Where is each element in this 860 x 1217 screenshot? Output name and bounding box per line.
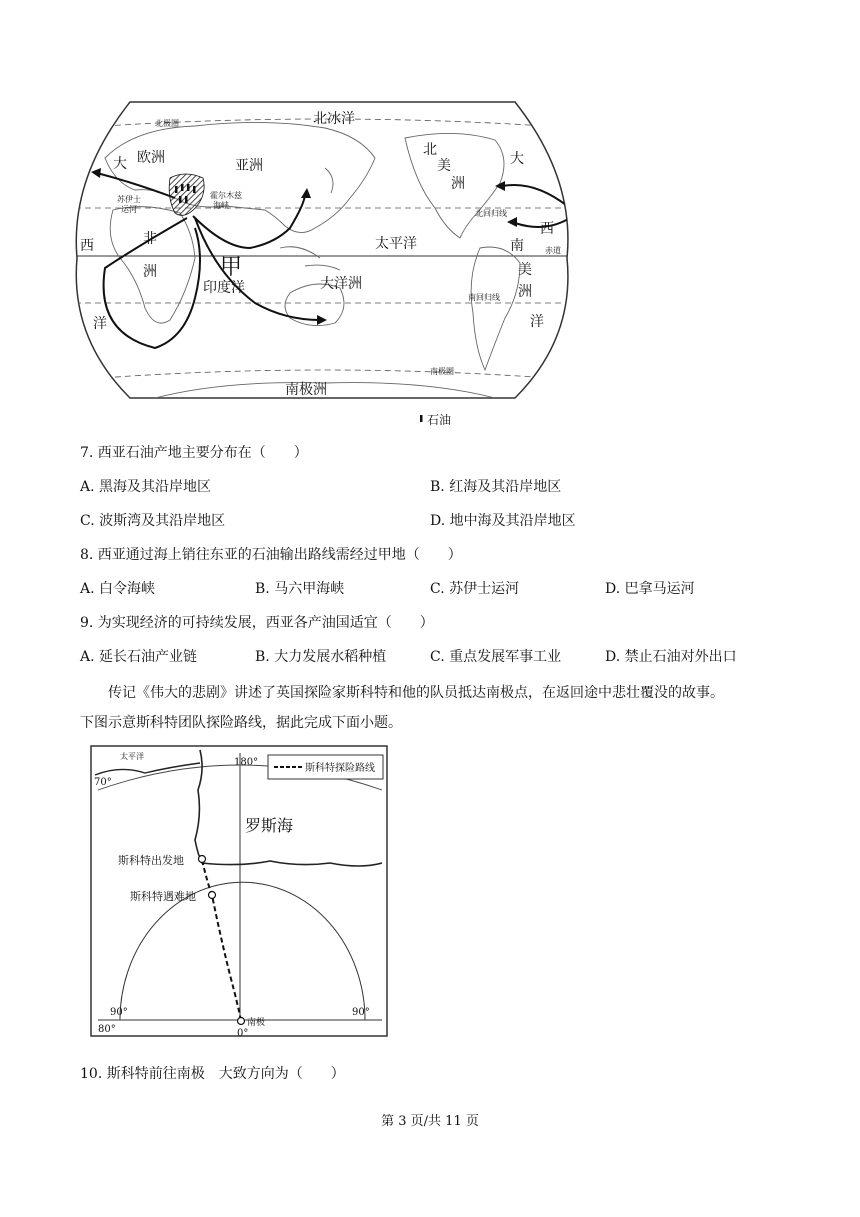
label-lon-80: 80° <box>98 1024 116 1035</box>
legend-oil-label: 石油 <box>427 413 452 427</box>
question-9-stem: 9. 为实现经济的可持续发展，西亚各产油国适宜（ ） <box>80 615 434 631</box>
label-tropic-cancer: 北回归线 <box>475 209 507 218</box>
label-north-america-2: 美 <box>437 158 451 174</box>
label-north-america-1: 北 <box>423 142 437 158</box>
scott-expedition-map <box>90 745 390 1040</box>
question-8-option-a[interactable]: A. 白令海峡 <box>80 581 156 597</box>
label-start: 斯科特出发地 <box>118 854 184 867</box>
label-south-america-1: 南 <box>510 238 524 254</box>
legend-oil-icon <box>420 415 423 422</box>
label-lon-70: 70° <box>94 777 112 788</box>
question-7-option-a[interactable]: A. 黑海及其沿岸地区 <box>80 479 212 495</box>
label-pacific-ocean: 太平洋 <box>375 236 417 252</box>
question-7-stem: 7. 西亚石油产地主要分布在（ ） <box>80 445 308 461</box>
death-point <box>209 892 216 899</box>
label-south-america-3: 洲 <box>518 284 532 300</box>
question-8-stem: 8. 西亚通过海上销往东亚的石油输出路线需经过甲地（ ） <box>80 547 462 563</box>
label-antarctica: 南极洲 <box>285 382 327 398</box>
label-indian-ocean: 印度洋 <box>203 280 245 296</box>
label-atlantic-left-bottom: 洋 <box>93 316 107 332</box>
question-8-option-d[interactable]: D. 巴拿马运河 <box>605 581 695 597</box>
label-south-america-2: 美 <box>518 262 532 278</box>
question-8-option-c[interactable]: C. 苏伊士运河 <box>430 581 520 597</box>
label-africa-1: 非 <box>143 231 157 247</box>
intro-paragraph-line-2: 下图示意斯科特团队探险路线，据此完成下面小题。 <box>80 715 402 731</box>
label-antarctic-circle: 南极圈 <box>430 367 454 376</box>
label-tropic-capricorn: 南回归线 <box>468 293 500 302</box>
intro-paragraph-line-1: 传记《伟大的悲剧》讲述了英国探险家斯科特和他的队员抵达南极点，在返回途中悲壮覆没的故事。 <box>108 685 724 701</box>
question-7-option-d[interactable]: D. 地中海及其沿岸地区 <box>430 513 576 529</box>
label-europe: 欧洲 <box>137 150 165 166</box>
label-atlantic-right-bottom: 洋 <box>530 314 544 330</box>
question-7-option-b[interactable]: B. 红海及其沿岸地区 <box>430 479 562 495</box>
question-9-option-c[interactable]: C. 重点发展军事工业 <box>430 649 562 665</box>
label-north-america-3: 洲 <box>451 176 465 192</box>
page-number: 第 3 页/共 11 页 <box>381 1114 479 1129</box>
label-lon-90-left: 90° <box>110 1007 128 1018</box>
label-equator: 赤道 <box>545 246 561 255</box>
start-point <box>199 856 206 863</box>
label-atlantic-right-mid: 西 <box>540 221 554 237</box>
label-lon-180: 180° <box>234 757 259 768</box>
world-oil-route-map <box>75 98 575 428</box>
question-9-option-d[interactable]: D. 禁止石油对外出口 <box>605 649 737 665</box>
label-hormuz-1: 霍尔木兹 <box>210 191 242 200</box>
label-arctic-circle: 北极圈 <box>155 119 179 128</box>
label-atlantic-left-top: 大 <box>113 156 127 172</box>
label-africa-2: 洲 <box>143 264 157 280</box>
map-border <box>76 102 568 398</box>
question-10-stem: 10. 斯科特前往南极 大致方向为（ ） <box>80 1066 345 1082</box>
label-lon-90-right: 90° <box>352 1007 370 1018</box>
label-arctic-ocean: 北冰洋 <box>313 111 355 127</box>
question-8-option-b[interactable]: B. 马六甲海峡 <box>255 581 345 597</box>
label-pacific: 太平洋 <box>120 752 144 761</box>
label-oceania: 大洋洲 <box>320 276 362 292</box>
label-ross-sea: 罗斯海 <box>245 816 294 835</box>
label-death: 斯科特遇难地 <box>130 890 196 903</box>
question-9-option-a[interactable]: A. 延长石油产业链 <box>80 649 198 665</box>
label-hormuz-2: 海峡 <box>213 201 229 210</box>
label-lon-0: 0° <box>237 1028 249 1039</box>
route-legend-label: 斯科特探险路线 <box>305 763 375 774</box>
label-asia: 亚洲 <box>235 158 263 174</box>
south-pole-point <box>238 1018 245 1025</box>
question-9-option-b[interactable]: B. 大力发展水稻种植 <box>255 649 387 665</box>
label-jia: 甲 <box>220 255 243 280</box>
label-suez-2: 运河 <box>121 205 137 214</box>
label-suez-1: 苏伊士 <box>117 195 141 204</box>
question-7-option-c[interactable]: C. 波斯湾及其沿岸地区 <box>80 513 226 529</box>
label-pole: 南极 <box>247 1018 266 1028</box>
label-atlantic-right-top: 大 <box>510 151 524 167</box>
label-atlantic-left-mid: 西 <box>80 238 94 254</box>
